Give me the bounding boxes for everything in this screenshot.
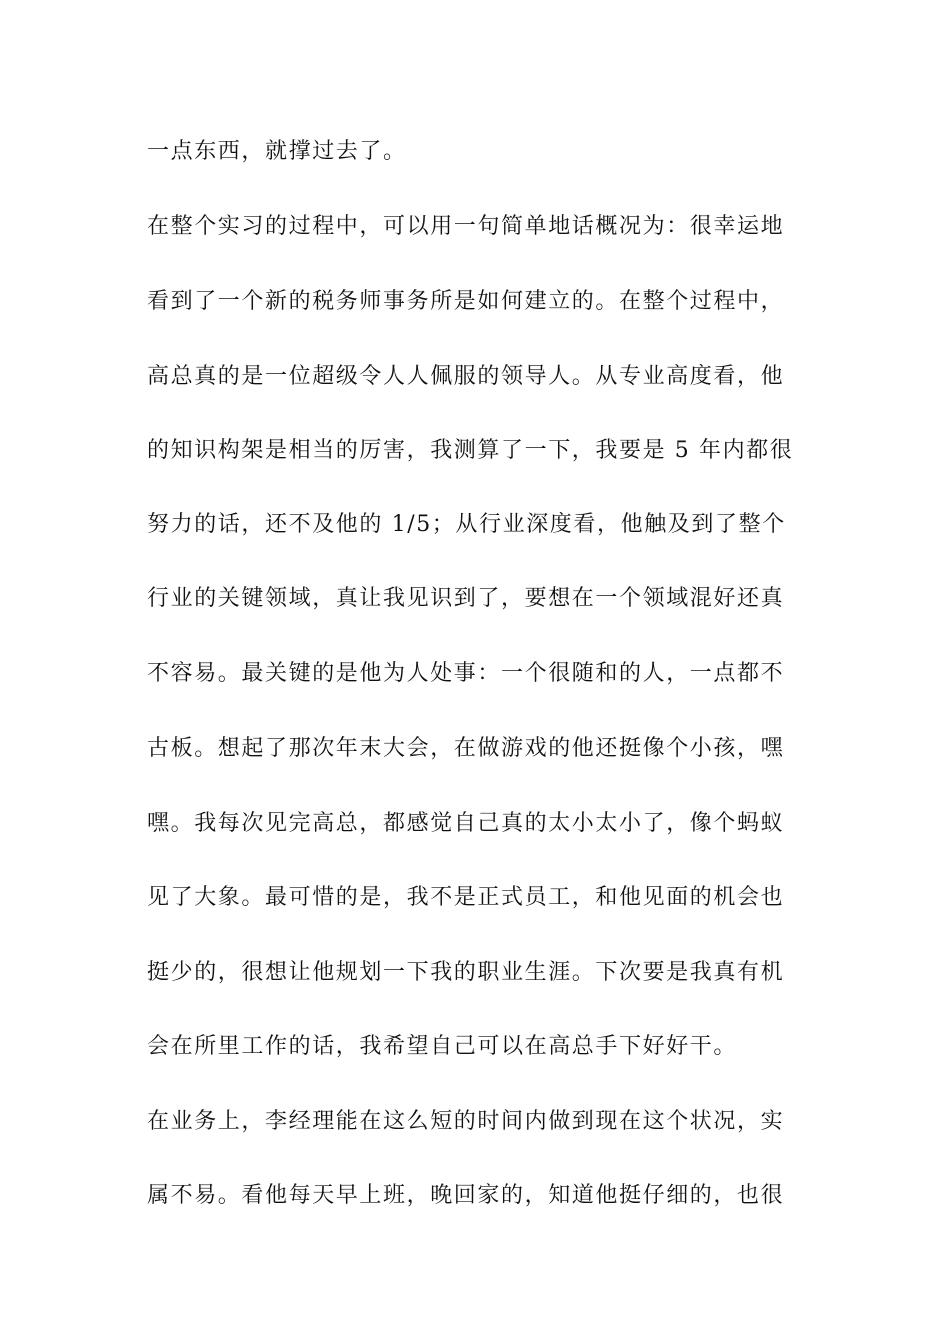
paragraph-line: 看到了一个新的税务师事务所是如何建立的。在整个过程中， [147, 289, 785, 314]
paragraph-line: 行业的关键领域，真让我见识到了，要想在一个领域混好还真 [147, 586, 785, 611]
paragraph-line: 嘿。我每次见完高总，都感觉自己真的太小太小了，像个蚂蚁 [147, 811, 785, 836]
paragraph-line: 一点东西，就撑过去了。 [147, 139, 407, 164]
paragraph-line: 古板。想起了那次年末大会，在做游戏的他还挺像个小孩，嘿 [147, 736, 785, 761]
paragraph-line: 挺少的，很想让他规划一下我的职业生涯。下次要是我真有机 [147, 960, 785, 985]
paragraph-line: 会在所里工作的话，我希望自己可以在高总手下好好干。 [147, 1034, 738, 1059]
paragraph-line: 在整个实习的过程中，可以用一句简单地话概况为：很幸运地 [147, 214, 785, 239]
paragraph-line: 不容易。最关键的是他为人处事：一个很随和的人，一点都不 [147, 661, 785, 686]
paragraph-line: 高总真的是一位超级令人人佩服的领导人。从专业高度看，他 [147, 364, 785, 389]
paragraph-line: 努力的话，还不及他的 1/5；从行业深度看，他触及到了整个 [147, 512, 786, 537]
paragraph-line: 见了大象。最可惜的是，我不是正式员工，和他见面的机会也 [147, 885, 785, 910]
paragraph-line: 属不易。看他每天早上班，晚回家的，知道他挺仔细的，也很 [147, 1183, 785, 1208]
paragraph-line: 在业务上，李经理能在这么短的时间内做到现在这个状况，实 [147, 1109, 785, 1134]
paragraph-line: 的知识构架是相当的厉害，我测算了一下，我要是 5 年内都很 [147, 438, 794, 463]
